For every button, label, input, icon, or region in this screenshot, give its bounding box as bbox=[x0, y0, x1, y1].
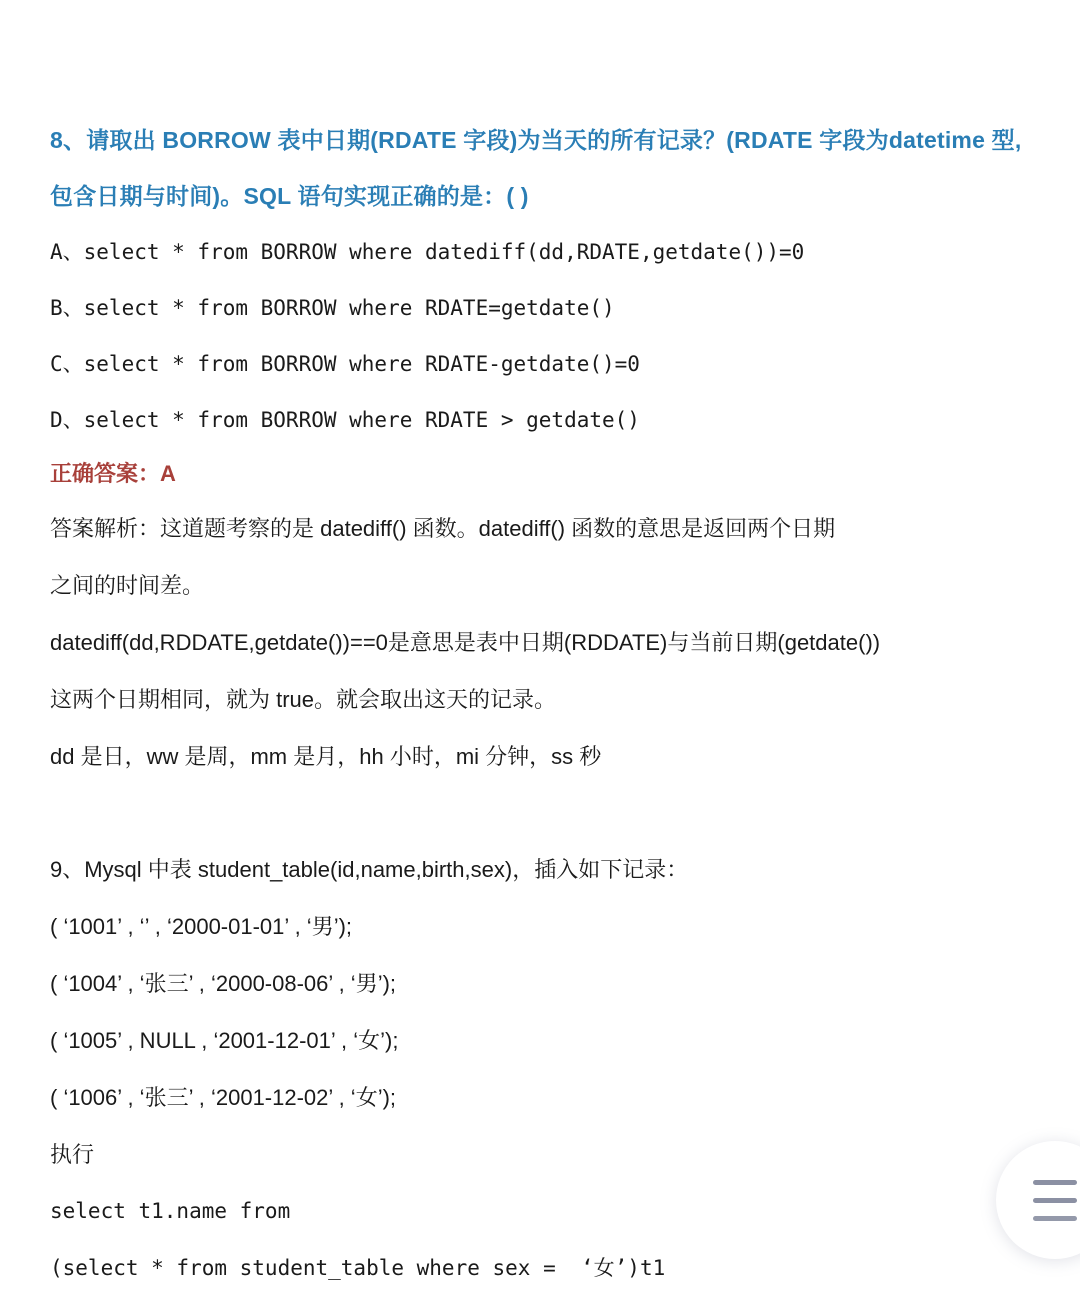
question-8-explanation-line-3: datediff(dd,RDDATE,getdate())==0是意思是表中日期(RDDATE)与当前日期(getdate()) bbox=[50, 630, 881, 655]
document-content bbox=[50, 0, 1040, 1297]
hamburger-bar-3 bbox=[1033, 1216, 1077, 1221]
question-9-record-4: ( ‘1006’ , ‘张三’ , ‘2001-12-02’ , ‘女’); bbox=[50, 1085, 397, 1110]
question-8-option-c[interactable]: C、select * from BORROW where RDATE-getdate()=0 bbox=[50, 352, 640, 376]
question-9-record-2: ( ‘1004’ , ‘张三’ , ‘2000-08-06’ , ‘男’); bbox=[50, 971, 397, 996]
question-8-title-line-1: 8、请取出 BORROW 表中日期(RDATE 字段)为当天的所有记录？(RDATE 字段为datetime 型, bbox=[50, 127, 1022, 153]
question-9-execute-label: 执行 bbox=[50, 1142, 95, 1167]
question-9-sql-line-1: select t1.name from bbox=[50, 1199, 291, 1223]
question-8-title-line-2: 包含日期与时间)。SQL 语句实现正确的是：( ) bbox=[50, 183, 529, 209]
question-8-option-a[interactable]: A、select * from BORROW where datediff(dd,RDATE,getdate())=0 bbox=[50, 240, 805, 264]
question-8-explanation-line-5: dd 是日，ww 是周，mm 是月，hh 小时，mi 分钟，ss 秒 bbox=[50, 744, 602, 769]
hamburger-menu-icon bbox=[1033, 1180, 1077, 1185]
question-9-title: 9、Mysql 中表 student_table(id,name,birth,sex)，插入如下记录： bbox=[50, 857, 689, 882]
question-8-explanation-line-2: 之间的时间差。 bbox=[50, 573, 205, 598]
question-8-option-b[interactable]: B、select * from BORROW where RDATE=getdate() bbox=[50, 296, 615, 320]
question-9-sql-line-2: (select * from student_table where sex = ‘女’)t1 bbox=[50, 1256, 666, 1280]
question-8-explanation-line-1: 答案解析：这道题考察的是 datediff() 函数。datediff() 函数的意思是返回两个日期 bbox=[50, 516, 836, 541]
hamburger-bar-2 bbox=[1033, 1198, 1077, 1203]
question-8-option-d[interactable]: D、select * from BORROW where RDATE > getdate() bbox=[50, 408, 640, 432]
question-8-explanation-line-4: 这两个日期相同，就为 true。就会取出这天的记录。 bbox=[50, 687, 557, 712]
section-spacer bbox=[50, 785, 1040, 841]
question-8-correct-answer: 正确答案：A bbox=[50, 461, 176, 486]
question-9-record-1: ( ‘1001’ , ‘’ , ‘2000-01-01’ , ‘男’); bbox=[50, 914, 353, 939]
question-9-record-3: ( ‘1005’ , NULL , ‘2001-12-01’ , ‘女’); bbox=[50, 1028, 399, 1053]
